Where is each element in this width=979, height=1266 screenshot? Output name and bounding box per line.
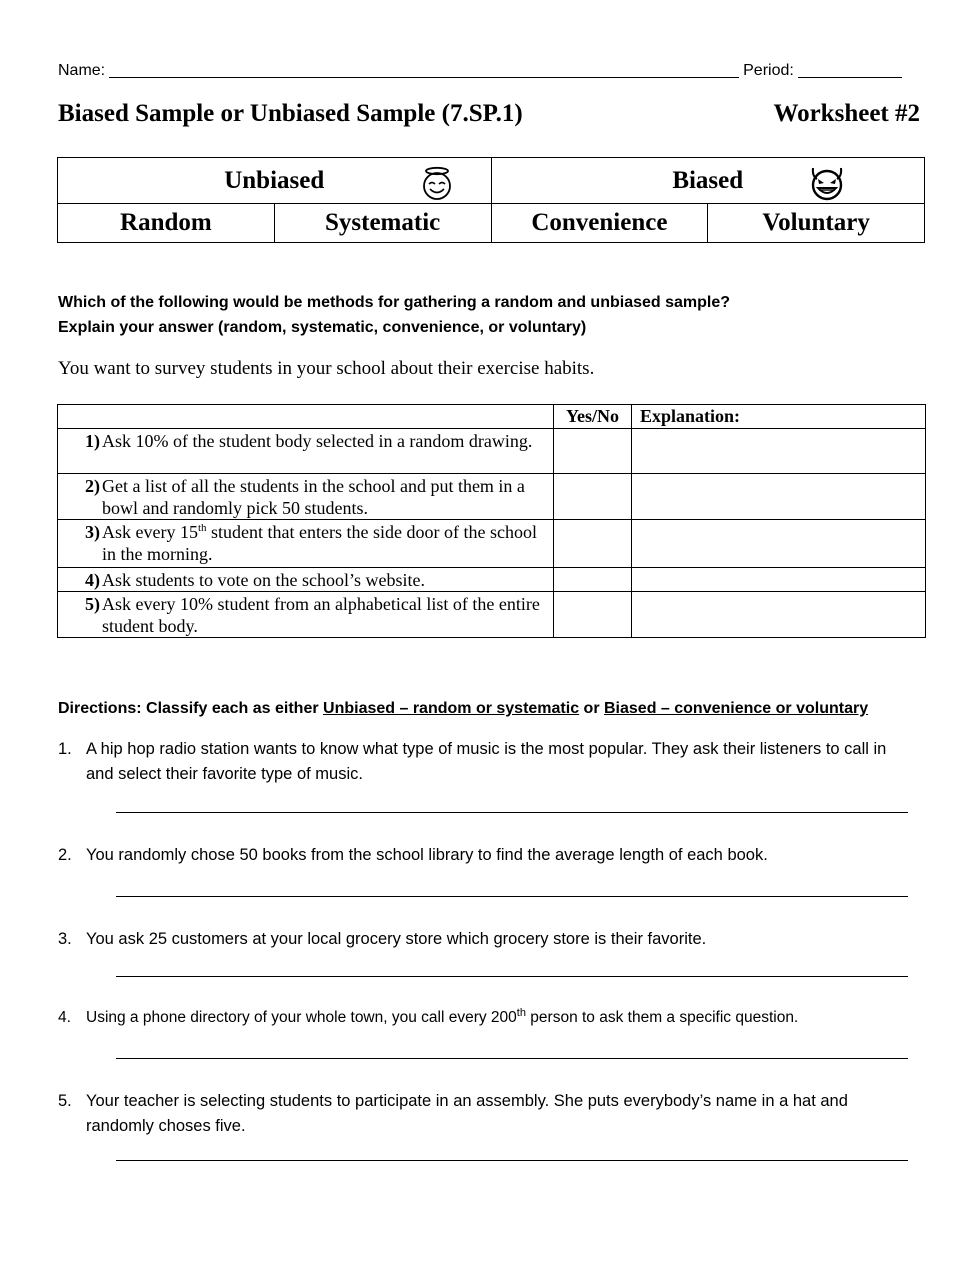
row-number: 3)	[85, 522, 100, 542]
name-period-line	[58, 62, 920, 80]
biased-label: Biased	[672, 166, 744, 194]
list-item	[58, 1005, 918, 1030]
yes-no-cell[interactable]	[554, 429, 632, 474]
item-text: You ask 25 customers at your local grocery store which grocery store is their favorite.	[86, 930, 707, 948]
answer-line-3[interactable]	[116, 976, 908, 977]
list-item	[58, 737, 918, 787]
yes-no-header: Yes/No	[554, 405, 632, 429]
methods-table	[57, 404, 926, 638]
methods-header-blank	[58, 405, 554, 429]
page-title	[58, 100, 920, 128]
period-field[interactable]	[798, 62, 902, 78]
table-row	[58, 474, 926, 520]
explanation-cell[interactable]	[632, 592, 926, 638]
explanation-cell[interactable]	[632, 568, 926, 592]
list-item	[58, 1089, 918, 1139]
item-number: 2.	[58, 846, 72, 864]
yes-no-cell[interactable]	[554, 474, 632, 520]
yes-no-cell[interactable]	[554, 592, 632, 638]
instructions-line-1: Which of the following would be methods for gathering a random and unbiased sample?	[58, 294, 731, 311]
list-item	[58, 927, 918, 952]
explanation-cell[interactable]	[632, 520, 926, 568]
instructions	[58, 290, 920, 340]
explanation-cell[interactable]	[632, 429, 926, 474]
instructions-line-2: Explain your answer (random, systematic, convenience, or voluntary)	[58, 319, 587, 336]
row-number: 2)	[85, 476, 100, 496]
subtype-voluntary: Voluntary	[708, 204, 925, 243]
row-question: Ask every 10% student from an alphabetical list of the entire student body.	[102, 594, 540, 636]
name-label: Name:	[58, 62, 106, 79]
directions-or: or	[579, 700, 604, 717]
row-question: Get a list of all the students in the school and put them in a bowl and randomly pick 50 students.	[102, 476, 525, 518]
subtype-systematic: Systematic	[274, 204, 491, 243]
answer-line-2[interactable]	[116, 896, 908, 897]
row-question: Ask 10% of the student body selected in a random drawing.	[102, 431, 533, 451]
unbiased-header	[58, 158, 492, 204]
list-item	[58, 843, 918, 868]
directions	[58, 700, 928, 718]
item-text: You randomly chose 50 books from the school library to find the average length of each book.	[86, 846, 768, 864]
directions-prefix: Directions:	[58, 700, 142, 717]
unbiased-label: Unbiased	[224, 166, 325, 194]
yes-no-cell[interactable]	[554, 520, 632, 568]
category-table	[57, 157, 925, 243]
item-number: 4.	[58, 1009, 71, 1026]
biased-header	[491, 158, 925, 204]
methods-header-row	[58, 405, 926, 429]
name-field[interactable]	[109, 62, 739, 78]
explanation-header: Explanation:	[632, 405, 926, 429]
answer-line-4[interactable]	[116, 1058, 908, 1059]
row-number: 1)	[85, 431, 100, 451]
row-number: 5)	[85, 594, 100, 614]
table-row	[58, 429, 926, 474]
subtype-random: Random	[58, 204, 275, 243]
answer-line-5[interactable]	[116, 1160, 908, 1161]
scenario-text: You want to survey students in your school about their exercise habits.	[58, 358, 595, 379]
item-text: Using a phone directory of your whole town, you call every 200th person to ask them a specific question.	[86, 1006, 799, 1026]
devil-face-icon	[808, 165, 846, 208]
table-row	[58, 520, 926, 568]
table-row	[58, 568, 926, 592]
yes-no-cell[interactable]	[554, 568, 632, 592]
item-text: Your teacher is selecting students to participate in an assembly. She puts everybody’s name in a hat and randomly choses five.	[86, 1092, 848, 1135]
item-number: 1.	[58, 740, 72, 758]
period-label: Period:	[743, 62, 794, 79]
item-text: A hip hop radio station wants to know what type of music is the most popular. They ask their listeners to call in and select their favorite type of music.	[86, 740, 887, 783]
title-left: Biased Sample or Unbiased Sample (7.SP.1)	[58, 100, 523, 127]
row-question: Ask every 15th student that enters the side door of the school in the morning.	[102, 522, 537, 564]
subtype-convenience: Convenience	[491, 204, 708, 243]
explanation-cell[interactable]	[632, 474, 926, 520]
row-number: 4)	[85, 570, 100, 590]
title-right: Worksheet #2	[773, 100, 920, 127]
directions-middle: Classify each as either	[141, 700, 324, 717]
row-question: Ask students to vote on the school’s website.	[102, 570, 425, 590]
directions-option-biased: Biased – convenience or voluntary	[604, 700, 869, 717]
table-row	[58, 592, 926, 638]
directions-option-unbiased: Unbiased – random or systematic	[323, 700, 580, 717]
angel-face-icon	[419, 165, 455, 208]
item-number: 3.	[58, 930, 72, 948]
item-number: 5.	[58, 1092, 72, 1110]
answer-line-1[interactable]	[116, 812, 908, 813]
